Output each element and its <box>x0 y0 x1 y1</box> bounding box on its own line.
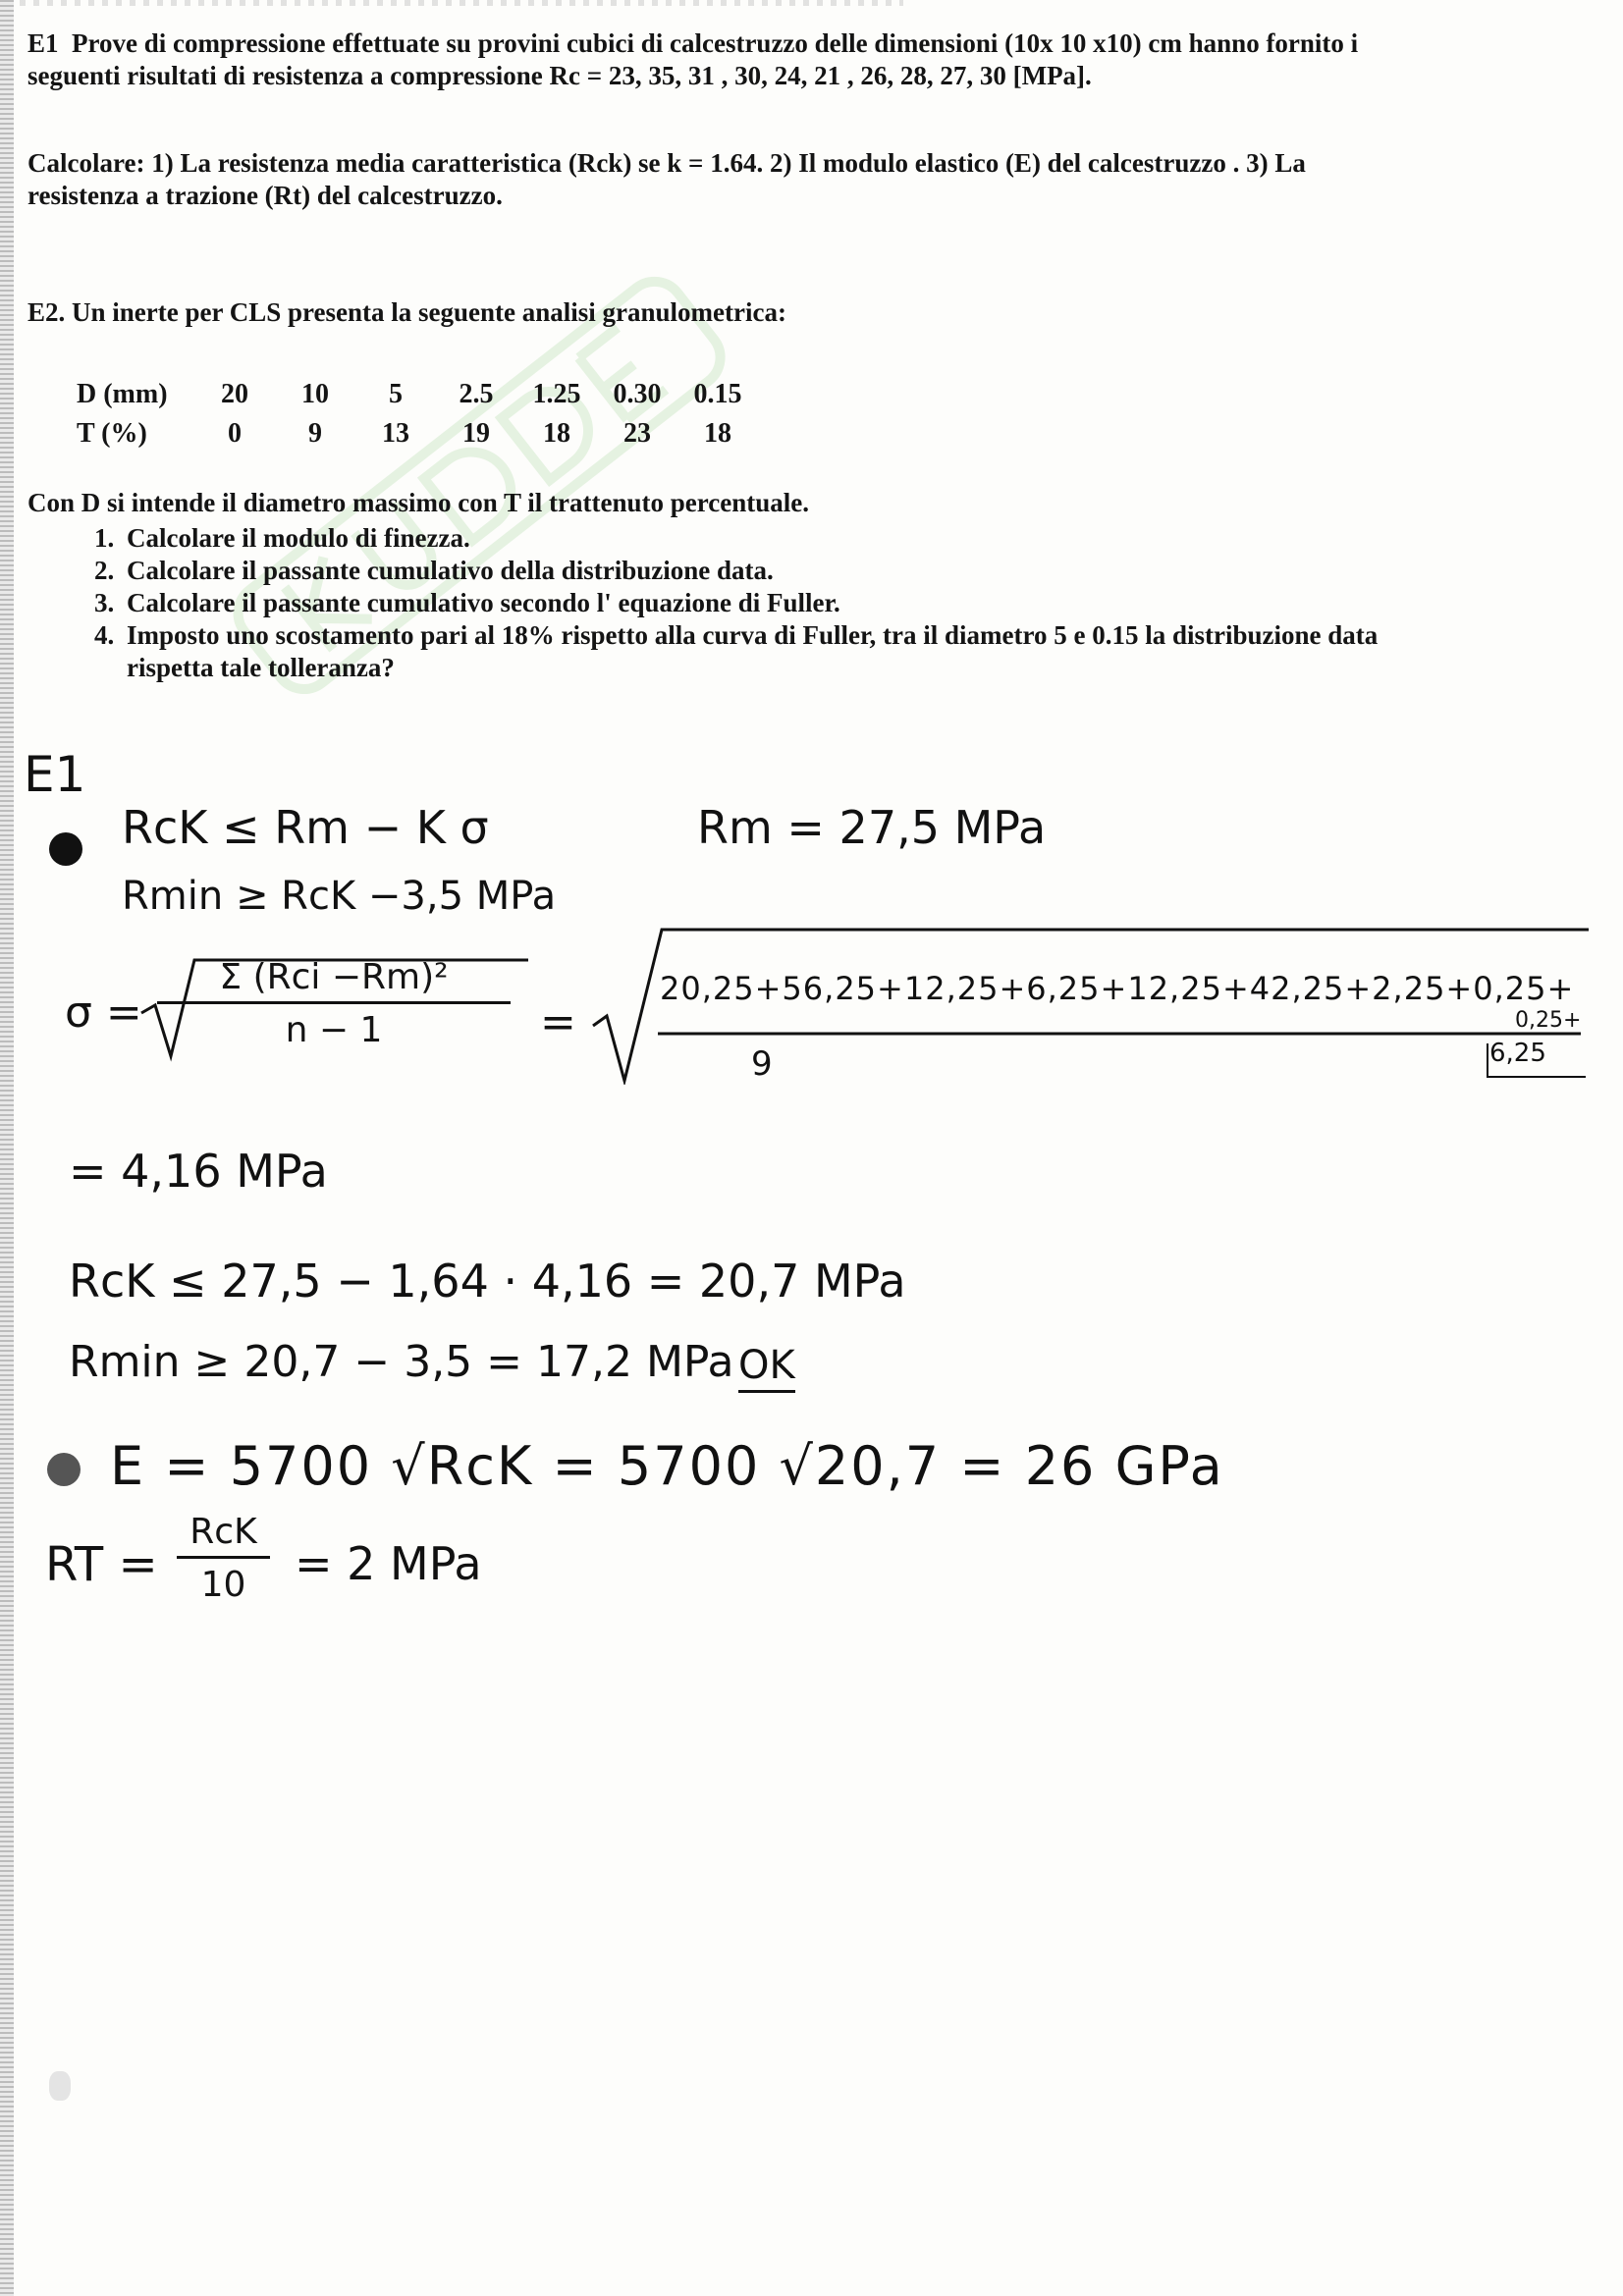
d-cell: 5 <box>389 379 403 409</box>
t-cell: 18 <box>704 418 731 449</box>
bullet-dot <box>49 832 82 866</box>
table-row-retained <box>77 414 758 454</box>
e2-definition: Con D si intende il diametro massimo con T il trattenuto percentuale. <box>27 488 809 517</box>
rck-inequality: RcK ≤ Rm − K σ <box>122 801 489 854</box>
e2-statement: . Un inerte per CLS presenta la seguente analisi granulometrica: <box>58 297 786 327</box>
d-cell: 20 <box>221 379 248 409</box>
rck-calculation: RcK ≤ 27,5 − 1,64 · 4,16 = 20,7 MPa <box>69 1255 906 1308</box>
rmin-inequality: Rmin ≥ RcK −3,5 MPa <box>122 874 557 919</box>
e1-calc-text: Calcolare: 1) La resistenza media caratteristica (Rck) se k = 1.64. 2) Il modulo elastico (E) del calcestruzzo . 3) La resistenza a trazione (Rt) del calcestruzzo. <box>27 148 1306 210</box>
e2-heading <box>27 296 1363 329</box>
t-cell: 13 <box>382 418 409 449</box>
ok-check: OK <box>738 1343 795 1393</box>
scan-top-artifact <box>20 0 903 6</box>
equals-sign: = <box>540 997 576 1047</box>
granulometry-table <box>77 375 758 454</box>
row-label-d: D (mm) <box>77 379 168 409</box>
e1-problem-text <box>27 27 1363 92</box>
deviation-sum-last: 6,25 <box>1489 1039 1546 1068</box>
handwritten-e1-heading: E1 <box>24 746 86 803</box>
scan-edge <box>0 0 14 2296</box>
list-item: 2. Calcolare il passante cumulativo della distribuzione data. <box>121 555 1417 587</box>
rt-label: RT = <box>45 1537 158 1592</box>
fraction-denominator: n − 1 <box>285 1010 383 1050</box>
t-cell: 23 <box>623 418 651 449</box>
t-cell: 18 <box>543 418 570 449</box>
rmin-calculation: Rmin ≥ 20,7 − 3,5 = 17,2 MPa <box>69 1337 734 1387</box>
table-row-diameter <box>77 375 758 414</box>
fraction-denominator: 10 <box>200 1565 246 1605</box>
sigma-result: = 4,16 MPa <box>69 1145 328 1198</box>
list-item: 4. Imposto uno scostamento pari al 18% rispetto alla curva di Fuller, tra il diametro 5 e 0.15 la distribuzione data rispetta tale tolleranza? <box>121 619 1417 684</box>
fraction-numerator: Σ (Rci −Rm)² <box>157 957 511 1004</box>
list-item: 3. Calcolare il passante cumulativo secondo l' equazione di Fuller. <box>121 587 1417 619</box>
rt-result: = 2 MPa <box>295 1537 482 1590</box>
list-item: 1. Calcolare il modulo di finezza. <box>121 522 1417 555</box>
d-cell: 0.15 <box>693 379 742 409</box>
e2-label: E2 <box>27 297 59 327</box>
fraction-numerator: RcK <box>177 1512 270 1559</box>
d-cell: 10 <box>301 379 329 409</box>
d-cell: 1.25 <box>532 379 581 409</box>
t-cell: 9 <box>308 418 322 449</box>
e1-label: E1 <box>27 28 59 58</box>
d-cell: 0.30 <box>613 379 662 409</box>
row-label-t: T (%) <box>77 418 147 449</box>
rt-fraction <box>177 1512 270 1605</box>
divisor-nine: 9 <box>751 1044 773 1084</box>
t-cell: 19 <box>462 418 490 449</box>
bullet-dot <box>47 1453 81 1486</box>
e2-steps-list <box>74 522 1417 684</box>
sigma-fraction <box>157 957 511 1050</box>
elastic-modulus: E = 5700 √RcK = 5700 √20,7 = 26 GPa <box>110 1435 1224 1497</box>
deviation-sum-cont: 0,25+ <box>1515 1008 1582 1033</box>
deviation-sum: 20,25+56,25+12,25+6,25+12,25+42,25+2,25+0,25+ <box>660 970 1575 1007</box>
e1-statement: Prove di compressione effettuate su provini cubici di calcestruzzo delle dimensioni (10x 10 x10) cm hanno fornito i seguenti risultati di resistenza a compressione Rc = 23, 35, 31 , 30, 24, 21 , 26, 28, 27, 30 [MPa]. <box>27 28 1359 90</box>
d-cell: 2.5 <box>459 379 494 409</box>
rm-value: Rm = 27,5 MPa <box>697 801 1047 854</box>
scan-smudge <box>49 2071 71 2101</box>
t-cell: 0 <box>228 418 242 449</box>
sigma-symbol: σ = <box>65 988 142 1038</box>
